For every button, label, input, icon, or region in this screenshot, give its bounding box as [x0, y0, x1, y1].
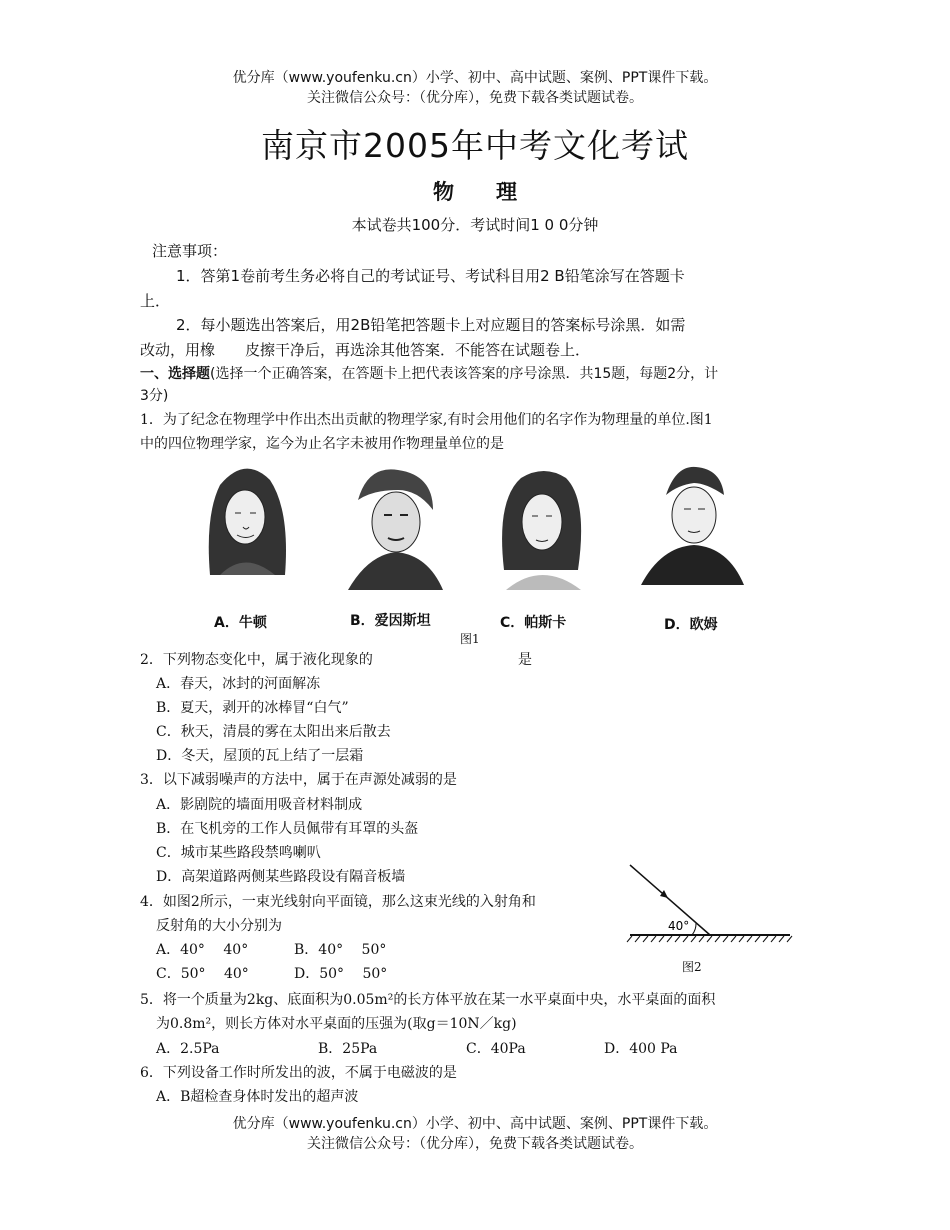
q3-stem: 3．以下减弱噪声的方法中，属于在声源处减弱的是 — [140, 772, 457, 788]
q2-option-d: D．冬天，屋顶的瓦上结了一层霜 — [156, 748, 364, 764]
q4-stem-b: 反射角的大小分别为 — [156, 918, 282, 934]
q3-option-d: D．高架道路两侧某些路段设有隔音板墙 — [156, 869, 406, 885]
q2-option-c: C．秋天，清晨的雾在太阳出来后散去 — [156, 724, 391, 740]
section-1-desc-cont: 3分) — [140, 388, 169, 404]
header-line-1: 优分库（www.youfenku.cn）小学、初中、高中试题、案例、PPT课件下载。 — [232, 70, 718, 86]
q4-option-d: D．50° 50° — [294, 966, 388, 982]
ray-arrow-icon — [660, 890, 668, 898]
section-1-label: 一、选择题 — [140, 366, 210, 382]
q1-caption-a: A．牛顿 — [214, 615, 267, 631]
footer-line-1: 优分库（www.youfenku.cn）小学、初中、高中试题、案例、PPT课件下载。 — [232, 1116, 718, 1132]
q3-option-b: B．在飞机旁的工作人员佩带有耳罩的头盔 — [156, 821, 419, 837]
subject-title: 物 理 — [433, 180, 517, 204]
q3-option-c: C．城市某些路段禁鸣喇叭 — [156, 845, 321, 861]
notice-item-2a: 2．每小题选出答案后，用2B铅笔把答题卡上对应题目的答案标号涂黑．如需 — [176, 316, 686, 334]
q5-stem-a: 5．将一个质量为2kg、底面积为0.05m²的长方体平放在某一水平桌面中央，水平桌面的面积 — [140, 992, 716, 1008]
page-title: 南京市2005年中考文化考试 — [261, 126, 689, 165]
q1-caption-b: B．爱因斯坦 — [350, 613, 431, 629]
notice-heading: 注意事项： — [152, 242, 228, 260]
q3-option-a: A．影剧院的墙面用吸音材料制成 — [156, 797, 363, 813]
q5-stem-b: 为0.8m²，则长方体对水平桌面的压强为(取g＝10N／kg) — [156, 1016, 517, 1032]
q2-stem: 2．下列物态变化中，属于液化现象的 — [140, 652, 373, 668]
q6-stem: 6．下列设备工作时所发出的波，不属于电磁波的是 — [140, 1065, 457, 1081]
portrait-pascal — [486, 460, 596, 590]
q5-option-c: C．40Pa — [466, 1041, 526, 1057]
q2-option-b: B．夏天，剥开的冰棒冒“白气” — [156, 700, 349, 716]
section-1-desc: (选择一个正确答案，在答题卡上把代表该答案的序号涂黑．共15题，每题2分，计 — [210, 366, 719, 382]
q4-option-b: B．40° 50° — [294, 942, 387, 958]
angle-label: 40° — [668, 919, 690, 933]
figure-2-mirror-diagram — [620, 860, 800, 945]
portrait-einstein — [338, 460, 448, 590]
figure-2-label: 图2 — [682, 960, 702, 974]
q5-option-a: A．2.5Pa — [156, 1041, 220, 1057]
q5-option-d: D．400 Pa — [604, 1041, 678, 1057]
q6-option-a: A．B超检查身体时发出的超声波 — [156, 1089, 359, 1105]
footer-line-2: 关注微信公众号：（优分库），免费下载各类试题试卷。 — [307, 1136, 643, 1152]
q4-stem-a: 4．如图2所示，一束光线射向平面镜，那么这束光线的入射角和 — [140, 894, 536, 910]
exam-info: 本试卷共100分．考试时间1 0 0分钟 — [351, 216, 599, 234]
q1-caption-d: D．欧姆 — [664, 617, 718, 633]
notice-item-1b: 上． — [140, 292, 171, 310]
notice-item-2b: 改动，用橡 皮擦干净后，再选涂其他答案．不能答在试题卷上． — [140, 341, 591, 359]
q1-caption-c: C．帕斯卡 — [500, 615, 567, 631]
q5-option-b: B．25Pa — [318, 1041, 378, 1057]
figure-1-label: 图1 — [460, 632, 480, 646]
notice-item-1a: 1．答第1卷前考生务必将自己的考试证号、考试科目用2 B铅笔涂写在答题卡 — [176, 267, 685, 285]
q2-stem-end: 是 — [518, 652, 532, 668]
q4-option-a: A．40° 40° — [156, 942, 249, 958]
q1-stem-a: 1．为了纪念在物理学中作出杰出贡献的物理学家,有时会用他们的名字作为物理量的单位.图1 — [140, 412, 713, 428]
q4-option-c: C．50° 40° — [156, 966, 249, 982]
portrait-ohm — [636, 455, 746, 585]
section-1-header — [140, 363, 718, 383]
q1-stem-b: 中的四位物理学家，迄今为止名字未被用作物理量单位的是 — [140, 436, 504, 452]
portrait-newton — [190, 455, 300, 585]
q2-option-a: A．春天，冰封的河面解冻 — [156, 676, 321, 692]
header-line-2: 关注微信公众号：（优分库），免费下载各类试题试卷。 — [307, 90, 643, 106]
